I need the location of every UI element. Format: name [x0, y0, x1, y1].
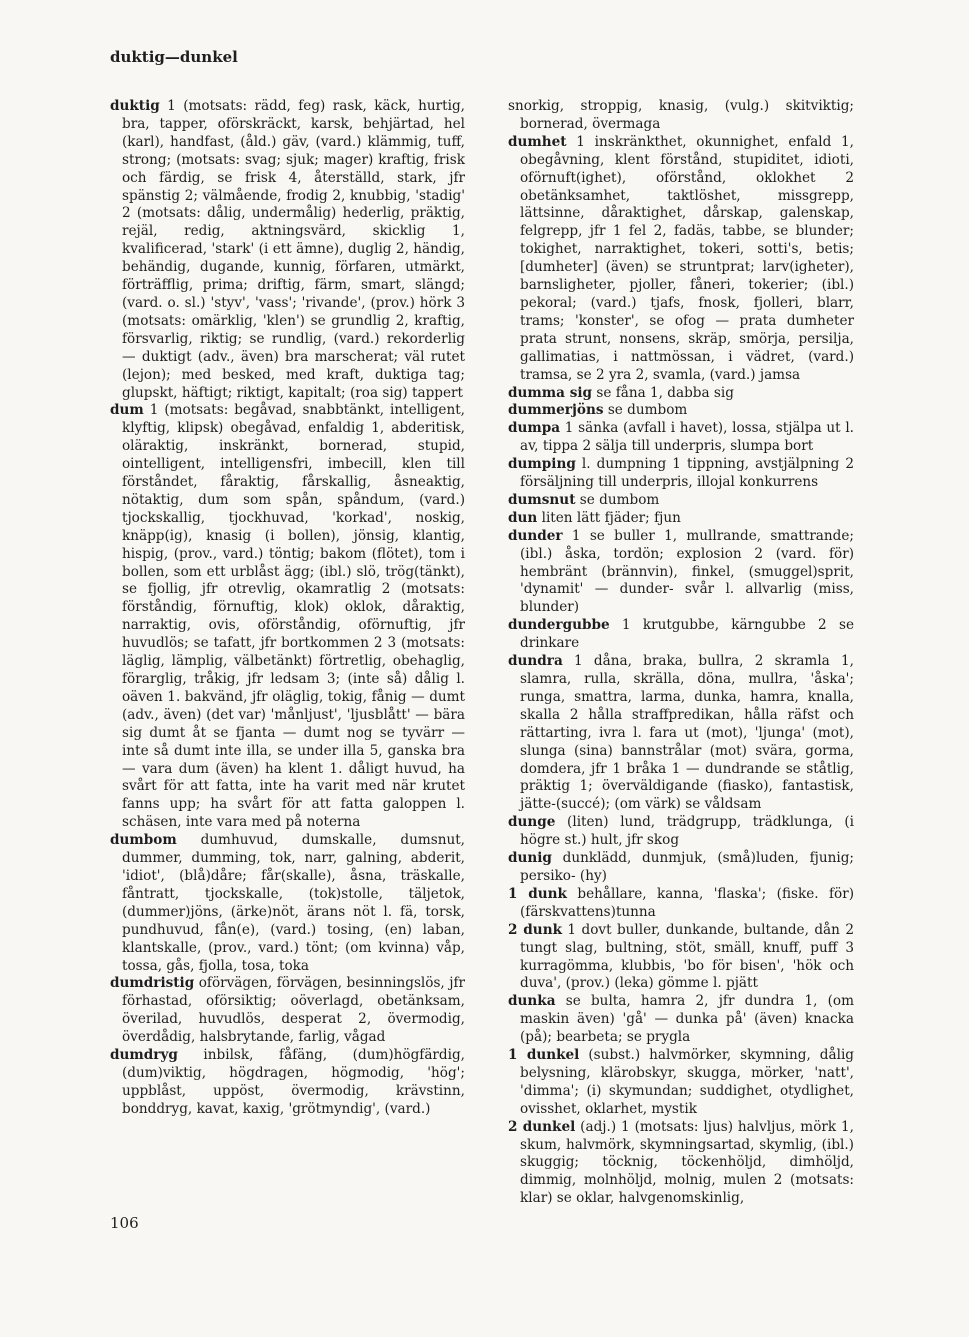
entry-text: se dumbom — [575, 491, 660, 508]
entry-dumpa — [508, 420, 854, 456]
entry-dumbom — [110, 832, 465, 975]
entry-text: se fåna 1, dabba sig — [592, 384, 734, 401]
headword: 1 dunk — [508, 885, 567, 902]
entry-text: 1 inskränkthet, okunnighet, enfald 1, obegåvning, klent förstånd, stupiditet, idioti, oförnuft(ighet), oförstånd, oklokhet 2 obetänksamhet, taktlöshet, missgrepp, lättsinne, dåraktighet, dårskap, galenskap, felgrepp, jfr 1 fel 2, fadäs, tabbe, se blunder; tokighet, narraktighet, tokeri, sotti's, betis; [dumheter] (även) se struntprat; larv(igheter), barnsligheter, pjoller, fåneri, tokerier; (ibl.) pekoral; (vard.) tjafs, fnosk, fjolleri, blarr, trams; 'konster', se ofog — prata dumheter prata strunt, nonsens, skräp, smörja, persilja, gallimatias, i nattmössan, i vädret, (vard.) tramsa, se 2 yra 2, svamla, (vard.) jamsa — [520, 133, 854, 383]
entry-text: (subst.) halvmörker, skymning, dålig belysning, klärobskyr, skugga, mörker, 'natt', 'dimma'; (i) skymundan; suddighet, otydlighet, ovisshet, oklarhet, mystik — [520, 1047, 854, 1117]
entry-text: 1 (motsats: begåvad, snabbtänkt, intelligent, klyftig, klipsk) obegåvad, enfaldig 1, abderitisk, oläraktig, inskränkt, bornerad, stupid, ointelligent, intelligensfri, imbecill, klen till förståndet, fåraktig, fårskallig, åsneaktig, nötaktig, dum som spån, spåndum, (vard.) tjockskallig, tjockhuvad, 'korkad', noskig, knäpp(ig), knasig (i bollen), jönsig, klantig, hispig, (prov., vard.) töntig; bakom (flötet), tom i bollen, som ett urblåst ägg; (ibl.) slö, trög(tänkt), se fjollig, jfr otrevlig, okamratlig 2 (motsats: förståndig, förnuftig, klok) oklok, dåraktig, narraktig, ovis, oförståndig, oförnuftig, jfr huvudlös; se tafatt, jfr bortkommen 2 3 (motsats: läglig, lämplig, välbetänkt) förtretlig, obehaglig, förarglig, tråkig, jfr ledsam 3; (inte så) dålig l. oäven 1. bakvänd, jfr oläglig, tokig, fånig — dumt (adv., även) (det var) 'månljust', 'ljusblått' — bära sig dumt åt se fjanta — dumt nog se tyvärr — inte så dumt inte illa, se under illa 5, ganska bra — vara dum (även) ha klent 1. dåligt huvud, ha svårt för att fatta, inte ha varit med när krutet fanns upp; ha svårt för att fatta galoppen l. schäsen, inte vara med på noterna — [122, 402, 465, 831]
entry-dumdryg — [110, 1047, 465, 1119]
headword: dumpa — [508, 420, 561, 437]
headword: dunder — [508, 527, 563, 544]
headword: dumdristig — [110, 975, 195, 992]
entry-1-dunk — [508, 886, 854, 922]
entry-dumping — [508, 456, 854, 492]
entry-dundra — [508, 653, 854, 814]
entry-dummerjons — [508, 402, 854, 420]
headword: dumhet — [508, 133, 567, 150]
entry-dundergubbe — [508, 617, 854, 653]
entry-dunka — [508, 993, 854, 1047]
entry-2-dunk — [508, 922, 854, 994]
entry-text: liten lätt fjäder; fjun — [537, 509, 681, 526]
headword: dumsnut — [508, 491, 576, 508]
entry-text: dumhuvud, dumskalle, dumsnut, dummer, dumming, tok, narr, galning, abderit, 'idiot', (blå)dåre; får(skalle), åsna, träskalle, fåntratt, tjockskalle, (tok)stolle, täljetok, (dummer)jöns, (ärke)nöt, ärans nöt l. fä, torsk, pundhuvud, fån(e), (vard.) tosing, (en) laban, klantskalle, (prov., vard.) tönt; (om kvinna) våp, tossa, gås, fjolla, tosa, toka — [122, 832, 465, 974]
headword: 2 dunk — [508, 921, 562, 938]
entry-1-dunkel — [508, 1047, 854, 1119]
entry-text: 1 krutgubbe, kärngubbe 2 se drinkare — [520, 617, 854, 652]
entry-dumdristig — [110, 975, 465, 1047]
entry-dumsnut — [508, 492, 854, 510]
entry-text: 1 (motsats: rädd, feg) rask, käck, hurtig, bra, tapper, oförskräckt, karsk, behjärtad, hel (karl), handfast, (åld.) gäv, (vard.) klämmig, tuff, strong; (motsats: svag; sjuk; mager) kraftig, frisk och färdig, se frisk 4, återställd, stark, jfr spänstig 2; välmående, frodig 2, knubbig, 'stadig' 2 (motsats: dålig, undermålig) hederlig, präktig, rejäl, redig, aktningsvärd, skicklig 1, kvalificerad, 'stark' (i ett ämne), duglig 2, händig, behändig, dugande, kunnig, förfaren, utmärkt, förträfflig, prima; driftig, färm, smart, slängd; (vard. o. sl.) 'styv', 'vass'; 'rivande', (prov.) hörk 3 (motsats: omärklig, 'klen') se grundlig 2, kraftig, försvarlig, riktig; se rundlig, (vard.) rekorderlig — duktigt (adv., även) bra marscherat; väl rutet (lejon); med besked, med kraft, duktiga tag; glupskt, häftigt; riktigt, kapitalt; (roa sig) tappert — [122, 98, 465, 401]
headword: duktig — [110, 98, 160, 114]
entry-dunder — [508, 528, 854, 618]
entry-text: (liten) lund, trädgrupp, trädklunga, (i högre st.) hult, jfr skog — [520, 814, 854, 849]
entry-text: 1 dåna, braka, bullra, 2 skramla 1, slamra, rulla, skrälla, döna, mullra, 'åska'; runga, smattra, larma, dunka, hamra, knalla, skalla 2 hålla straffpredikan, hålla räfst och rättarting, ivra l. fara ut (mot), 'ljunga' (mot), slunga (sina) bannstrålar (mot) svära, gorma, domdera, jfr 1 bråka 1 — dundrande se ståtlig, präktig 1; överväldigande (fiasko), fantastisk, jätte-(succé); (om värk) se våldsam — [520, 653, 854, 813]
entry-dunig — [508, 850, 854, 886]
headword: dunig — [508, 850, 552, 867]
entry-text: 1 dovt buller, dunkande, bultande, dån 2 tungt slag, bultning, stöt, smäll, knuff, puff 3 kurragömma, klubbis, 'bo för bisen', 'hök och duva', (prov.) (leka) gömme l. pjätt — [520, 921, 854, 992]
running-head: duktig—dunkel — [110, 48, 238, 66]
headword: dunka — [508, 993, 556, 1010]
headword: dumbom — [110, 832, 177, 849]
entry-2-dunkel — [508, 1119, 854, 1209]
headword: 1 dunkel — [508, 1047, 580, 1064]
entry-text: 1 sänka (avfall i havet), lossa, stjälpa ut l. av, tippa 2 sälja till underpris, slumpa bort — [520, 420, 854, 455]
page-number: 106 — [110, 1214, 139, 1232]
right-column — [508, 98, 854, 1208]
entry-text: oförvägen, förvägen, besinningslös, jfr förhastad, oförsiktig; oöverlagd, obetänksam, överilad, huvudlös, desperat 2, övermodig, överdådig, halsbrytande, farlig, vågad — [122, 975, 465, 1046]
headword: dundra — [508, 653, 563, 670]
headword: dundergubbe — [508, 617, 610, 634]
headword: dun — [508, 509, 538, 526]
entry-dum — [110, 402, 465, 832]
headword: dummerjöns — [508, 402, 604, 419]
entry-dun — [508, 510, 854, 528]
entry-text: inbilsk, fåfäng, (dum)högfärdig, (dum)viktig, högdragen, högmodig, 'hög'; uppblåst, uppöst, övermodig, krävstinn, bonddryg, kavat, kaxig, 'grötmyndig', (vard.) — [122, 1047, 465, 1117]
entry-text: dunklädd, dunmjuk, (små)luden, fjunig; persiko- (hy) — [520, 850, 854, 884]
entry-text: 1 se buller 1, mullrande, smattrande; (ibl.) åska, tordön; explosion 2 (vard. för) hembränt (brännvin), finkel, (smuggel)sprit, 'dynamit' — dunder- svår l. allvarlig (miss, blunder) — [520, 527, 854, 616]
entry-text: se bulta, hamra 2, jfr dundra 1, (om maskin även) 'gå' — dunka på' (även) knacka (på); bearbeta; se prygla — [520, 993, 854, 1046]
entry-duktig — [110, 98, 465, 402]
entry-continuation — [508, 98, 854, 134]
headword: 2 dunkel — [508, 1118, 576, 1135]
headword: dumdryg — [110, 1047, 178, 1064]
entry-text: behållare, kanna, 'flaska'; (fiske. för) (färskvattens)tunna — [520, 885, 854, 920]
entry-dumma-sig — [508, 385, 854, 403]
entry-text: (adj.) 1 (motsats: ljus) halvljus, mörk 1, skum, halvmörk, skymningsartad, skymlig, (ibl.) skuggig; töcknig, töckenhöljd, dimhöljd, dimmig, molnhöljd, molnig, mulen 2 (motsats: klar) se oklar, halvgenomskinlig, — [520, 1118, 854, 1207]
headword: dumping — [508, 456, 576, 473]
entry-text: se dumbom — [603, 402, 688, 419]
headword: dum — [110, 402, 144, 419]
headword: dumma sig — [508, 384, 593, 401]
entry-dumhet — [508, 134, 854, 385]
entry-text: l. dumpning 1 tippning, avstjälpning 2 försäljning till underpris, illojal konkurrens — [520, 456, 854, 491]
entry-dunge — [508, 814, 854, 850]
left-column — [110, 98, 465, 1119]
headword: dunge — [508, 814, 556, 831]
entry-text: snorkig, stroppig, knasig, (vulg.) skitviktig; bornerad, övermaga — [508, 98, 854, 132]
